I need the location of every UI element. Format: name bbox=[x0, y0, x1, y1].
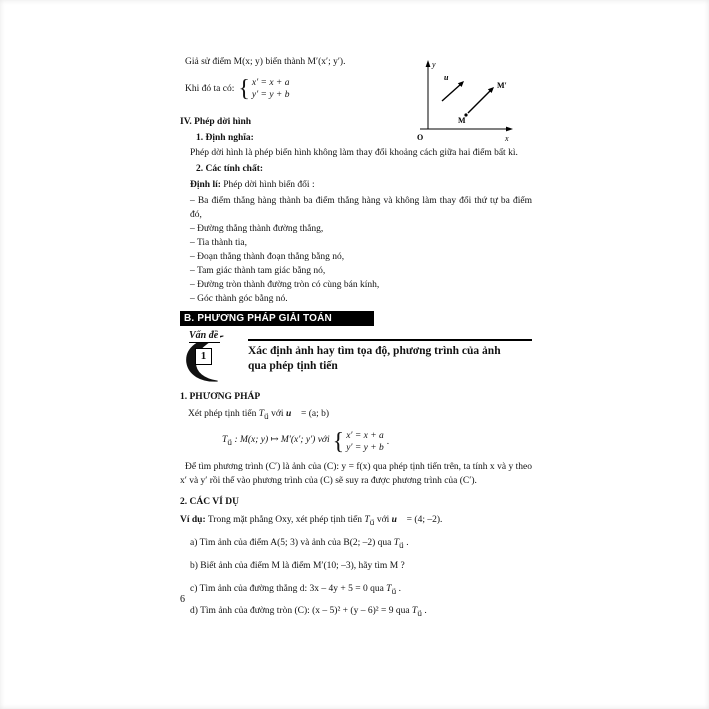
example-text: d) Tìm ảnh của đường tròn (C): (x – 5)² + (y – 6)² = 9 qua bbox=[190, 606, 412, 617]
point-M-prime-label: M′ bbox=[497, 81, 507, 90]
list-item: – Góc thành góc bằng nó. bbox=[190, 294, 288, 304]
page-number: 6 bbox=[180, 594, 185, 605]
T-symbol: T bbox=[411, 606, 418, 617]
problem-title bbox=[248, 339, 532, 384]
x-axis-arrow-icon bbox=[506, 127, 513, 132]
example-text-post: . bbox=[403, 537, 409, 548]
equation-1: x′ = x + a bbox=[251, 78, 290, 88]
section-iv-heading: IV. Phép dời hình bbox=[180, 117, 252, 127]
list-item: – Đường thẳng thành đường thẳng, bbox=[190, 224, 324, 234]
method-heading: 1. PHƯƠNG PHÁP bbox=[180, 392, 261, 402]
T-symbol: T bbox=[364, 514, 370, 525]
problem-number: 1 bbox=[195, 348, 212, 365]
method-intro-mid: với bbox=[268, 409, 286, 419]
problem-title-line2: qua phép tịnh tiến bbox=[248, 360, 338, 372]
translation-formula bbox=[222, 428, 532, 456]
equation-system bbox=[333, 429, 384, 455]
mapping-text: : M(x; y) ↦ M′(x′; y′) với bbox=[232, 435, 330, 446]
u-vector-subscript: u⃗ bbox=[391, 586, 397, 596]
example-text-post: . bbox=[396, 583, 401, 594]
point-M-label: M bbox=[458, 116, 466, 125]
method-intro-text: Xét phép tịnh tiến bbox=[188, 409, 259, 419]
method-note: Để tìm phương trình (C′) là ảnh của (C): y = f(x) qua phép tịnh tiến trên, ta tính x và y theo x′ và y′ rồi thế vào phương trình của (C) sẽ suy ra được phương trình của (C′). bbox=[180, 461, 532, 486]
list-item: – Đường tròn thành đường tròn có cùng bán kính, bbox=[190, 280, 380, 290]
method-intro bbox=[188, 407, 532, 424]
examples-heading: 2. CÁC VÍ DỤ bbox=[180, 496, 239, 507]
example-item-b bbox=[190, 559, 532, 576]
y-axis-arrow-icon bbox=[426, 60, 431, 67]
MMprime-vector bbox=[468, 90, 491, 113]
u-vector-subscript: u⃗ bbox=[369, 517, 375, 527]
list-item: – Tia thành tia, bbox=[190, 238, 248, 248]
theorem-label: Định lí: bbox=[190, 180, 221, 190]
example-intro-mid: với bbox=[374, 514, 392, 525]
example-item-a bbox=[190, 536, 532, 553]
example-item-c bbox=[190, 582, 532, 599]
theorem-text: Phép dời hình biến đổi : bbox=[220, 180, 315, 190]
properties-heading: 2. Các tính chất: bbox=[196, 164, 264, 174]
brace-symbol: { bbox=[332, 428, 345, 455]
definition-text: Phép dời hình là phép biến hình không làm thay đổi khoảng cách giữa hai điểm bất kì. bbox=[190, 148, 518, 158]
example-text: c) Tìm ảnh của đường thẳng d: 3x – 4y + 5 = 0 qua bbox=[190, 583, 387, 594]
y-axis-label: y bbox=[432, 60, 436, 69]
T-symbol: T bbox=[222, 435, 228, 446]
page-content bbox=[180, 55, 532, 621]
section-b-header-bar: B. PHƯƠNG PHÁP GIẢI TOÁN bbox=[180, 311, 374, 326]
example-intro bbox=[180, 513, 532, 530]
theorem-items bbox=[180, 194, 532, 306]
example-item-d bbox=[190, 604, 532, 621]
T-symbol: T bbox=[386, 583, 392, 594]
equation-1: x′ = x + a bbox=[346, 430, 384, 441]
brace-symbol: { bbox=[238, 76, 250, 102]
equation-2: y′ = y + b bbox=[346, 442, 384, 453]
method-intro-post: = (a; b) bbox=[298, 409, 330, 419]
u-vector-subscript: u⃗ bbox=[399, 540, 404, 550]
problem-badge bbox=[180, 330, 244, 384]
intro-sentence: Giả sử điểm M(x; y) biến thành M′(x′; y′). bbox=[185, 57, 346, 67]
given-label: Khi đó ta có: bbox=[185, 84, 235, 94]
example-label: Ví dụ: bbox=[180, 514, 206, 525]
example-intro-text: Trong mặt phẳng Oxy, xét phép tịnh tiến bbox=[205, 514, 365, 525]
list-item: – Đoạn thẳng thành đoạn thẳng bằng nó, bbox=[190, 252, 345, 262]
T-symbol: T bbox=[393, 537, 400, 548]
u-vector-symbol: u⃗ bbox=[391, 514, 405, 525]
example-text: b) Biết ảnh của điểm M là điểm M′(10; –3), hãy tìm M ? bbox=[190, 560, 405, 571]
list-item: – Ba điểm thẳng hàng thành ba điểm thẳng hàng và không làm thay đổi thứ tự ba điểm đó, bbox=[190, 196, 532, 220]
problem-title-line1: Xác định ảnh hay tìm tọa độ, phương trình của ảnh bbox=[248, 345, 501, 357]
equation-2: y′ = y + b bbox=[251, 90, 290, 100]
equation-system bbox=[238, 76, 289, 102]
u-vector-subscript: u⃗ bbox=[227, 438, 233, 448]
u-vector bbox=[442, 84, 461, 101]
definition-heading: 1. Định nghĩa: bbox=[196, 133, 254, 143]
u-vector-subscript: u⃗ bbox=[417, 609, 422, 619]
translation-coordinate-diagram bbox=[412, 57, 517, 149]
u-vector-symbol: u⃗ bbox=[285, 409, 299, 419]
formula-period: . bbox=[386, 436, 390, 447]
problem-label: Vấn đề bbox=[189, 330, 219, 341]
list-item: – Tam giác thành tam giác bằng nó, bbox=[190, 266, 326, 276]
u-vector-subscript: u⃗ bbox=[264, 411, 269, 421]
u-vector-label: u⃗ bbox=[444, 73, 455, 82]
x-axis-label: x bbox=[505, 134, 509, 143]
origin-label: O bbox=[417, 133, 424, 142]
T-symbol: T bbox=[258, 409, 265, 419]
example-text: a) Tìm ảnh của điểm A(5; 3) và ảnh của B(2; –2) qua bbox=[190, 537, 394, 548]
problem-block bbox=[180, 330, 532, 384]
theorem-line bbox=[190, 178, 532, 192]
example-text-post: . bbox=[421, 606, 427, 617]
example-intro-post: = (4; –2). bbox=[404, 514, 443, 525]
